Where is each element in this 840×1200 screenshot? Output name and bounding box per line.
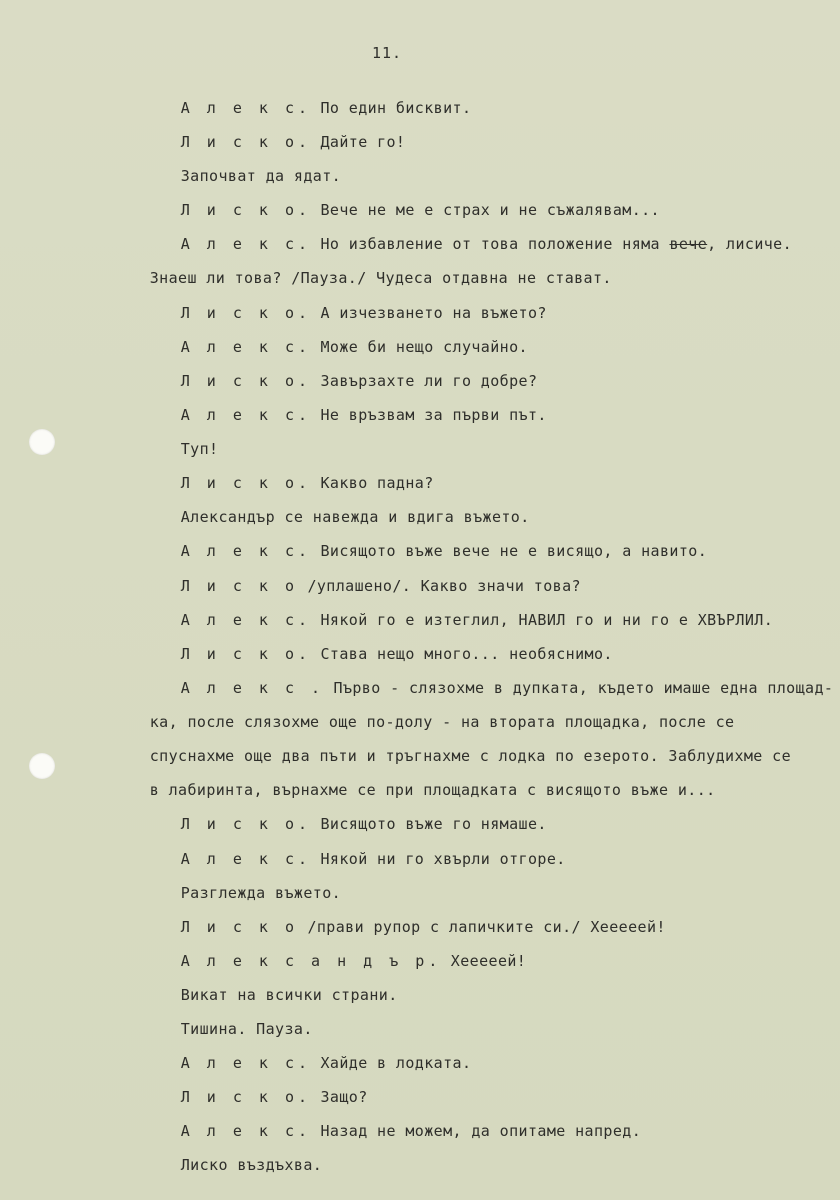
speaker-name: А л е к с. bbox=[180, 235, 312, 253]
speaker-name: А л е к с. bbox=[180, 1122, 312, 1140]
line-text: Но избавление от това положение няма bbox=[311, 235, 660, 253]
line-text: /прави рупор с лапичките си./ Хееееей! bbox=[298, 918, 666, 936]
line-text: Викат на всички страни. bbox=[180, 986, 398, 1004]
struck-word: вече bbox=[669, 235, 708, 253]
line-text: Хееееей! bbox=[441, 952, 527, 970]
line-text: По един бисквит. bbox=[311, 99, 472, 117]
line-text: Александър се навежда и вдига въжето. bbox=[180, 508, 530, 526]
line-text: Започват да ядат. bbox=[180, 167, 342, 185]
line-text: Защо? bbox=[311, 1088, 368, 1106]
speaker-name: Л и с к о. bbox=[180, 304, 312, 322]
line-text: Първо - слязохме в дупката, където имаше една площад- bbox=[324, 679, 834, 697]
speaker-name: А л е к с. bbox=[180, 1054, 312, 1072]
line-text: Става нещо много... необяснимо. bbox=[311, 645, 613, 663]
line-text: Хайде в лодката. bbox=[311, 1054, 472, 1072]
speaker-name: Л и с к о bbox=[180, 918, 299, 936]
line-text: Не връзвам за първи път. bbox=[311, 406, 547, 424]
line-text: Вече не ме е страх и не съжалявам... bbox=[311, 201, 660, 219]
punch-hole-bottom bbox=[29, 753, 55, 779]
speaker-name: Л и с к о. bbox=[180, 815, 312, 833]
line-text: /уплашено/. Какво значи това? bbox=[298, 577, 581, 595]
speaker-name: А л е к с . bbox=[180, 679, 325, 697]
line-text: Туп! bbox=[180, 440, 219, 458]
speaker-name: А л е к с. bbox=[180, 611, 312, 629]
speaker-name: Л и с к о. bbox=[180, 201, 312, 219]
speaker-name: А л е к с а н д ъ р. bbox=[180, 952, 442, 970]
line-text: ка, после слязохме още по-долу - на втората площадка, после се bbox=[149, 713, 735, 731]
speaker-name: А л е к с. bbox=[180, 99, 312, 117]
line-text: Какво падна? bbox=[311, 474, 434, 492]
line-text: Може би нещо случайно. bbox=[311, 338, 528, 356]
line-text: Някой го е изтеглил, НАВИЛ го и ни го е ХВЪРЛИЛ. bbox=[311, 611, 774, 629]
line-text: Назад не можем, да опитаме напред. bbox=[311, 1122, 642, 1140]
speaker-name: А л е к с. bbox=[180, 338, 312, 356]
line-text: Завързахте ли го добре? bbox=[311, 372, 538, 390]
line-text: Лиско въздъхва. bbox=[180, 1156, 323, 1174]
line-text: А изчезването на въжето? bbox=[311, 304, 547, 322]
line-text: Разглежда въжето. bbox=[180, 884, 342, 902]
speaker-name: Л и с к о. bbox=[180, 372, 312, 390]
line-text-after: , лисиче. bbox=[707, 235, 793, 253]
speaker-name: Л и с к о bbox=[180, 577, 299, 595]
page-number: 11. bbox=[372, 44, 403, 62]
line-text: спуснахме още два пъти и тръгнахме с лодка по езерото. Заблудихме се bbox=[149, 747, 792, 765]
speaker-name: Л и с к о. bbox=[180, 1088, 312, 1106]
speaker-name: А л е к с. bbox=[180, 406, 312, 424]
line-text: Тишина. Пауза. bbox=[180, 1020, 313, 1038]
line-text: Знаеш ли това? /Пауза./ Чудеса отдавна не стават. bbox=[149, 269, 612, 287]
speaker-name: А л е к с. bbox=[180, 850, 312, 868]
line-text: Дайте го! bbox=[311, 133, 406, 151]
line-text: Някой ни го хвърли отгоре. bbox=[311, 850, 566, 868]
stage-direction bbox=[143, 1135, 322, 1195]
line-text: Висящото въже вече не е висящо, а навито. bbox=[311, 542, 708, 560]
speaker-name: Л и с к о. bbox=[180, 474, 312, 492]
speaker-name: А л е к с. bbox=[180, 542, 312, 560]
punch-hole-top bbox=[29, 429, 55, 455]
speaker-name: Л и с к о. bbox=[180, 645, 312, 663]
speaker-name: Л и с к о. bbox=[180, 133, 312, 151]
line-text: Висящото въже го нямаше. bbox=[311, 815, 547, 833]
line-text: в лабиринта, върнахме се при площадката с висящото въже и... bbox=[149, 781, 716, 799]
